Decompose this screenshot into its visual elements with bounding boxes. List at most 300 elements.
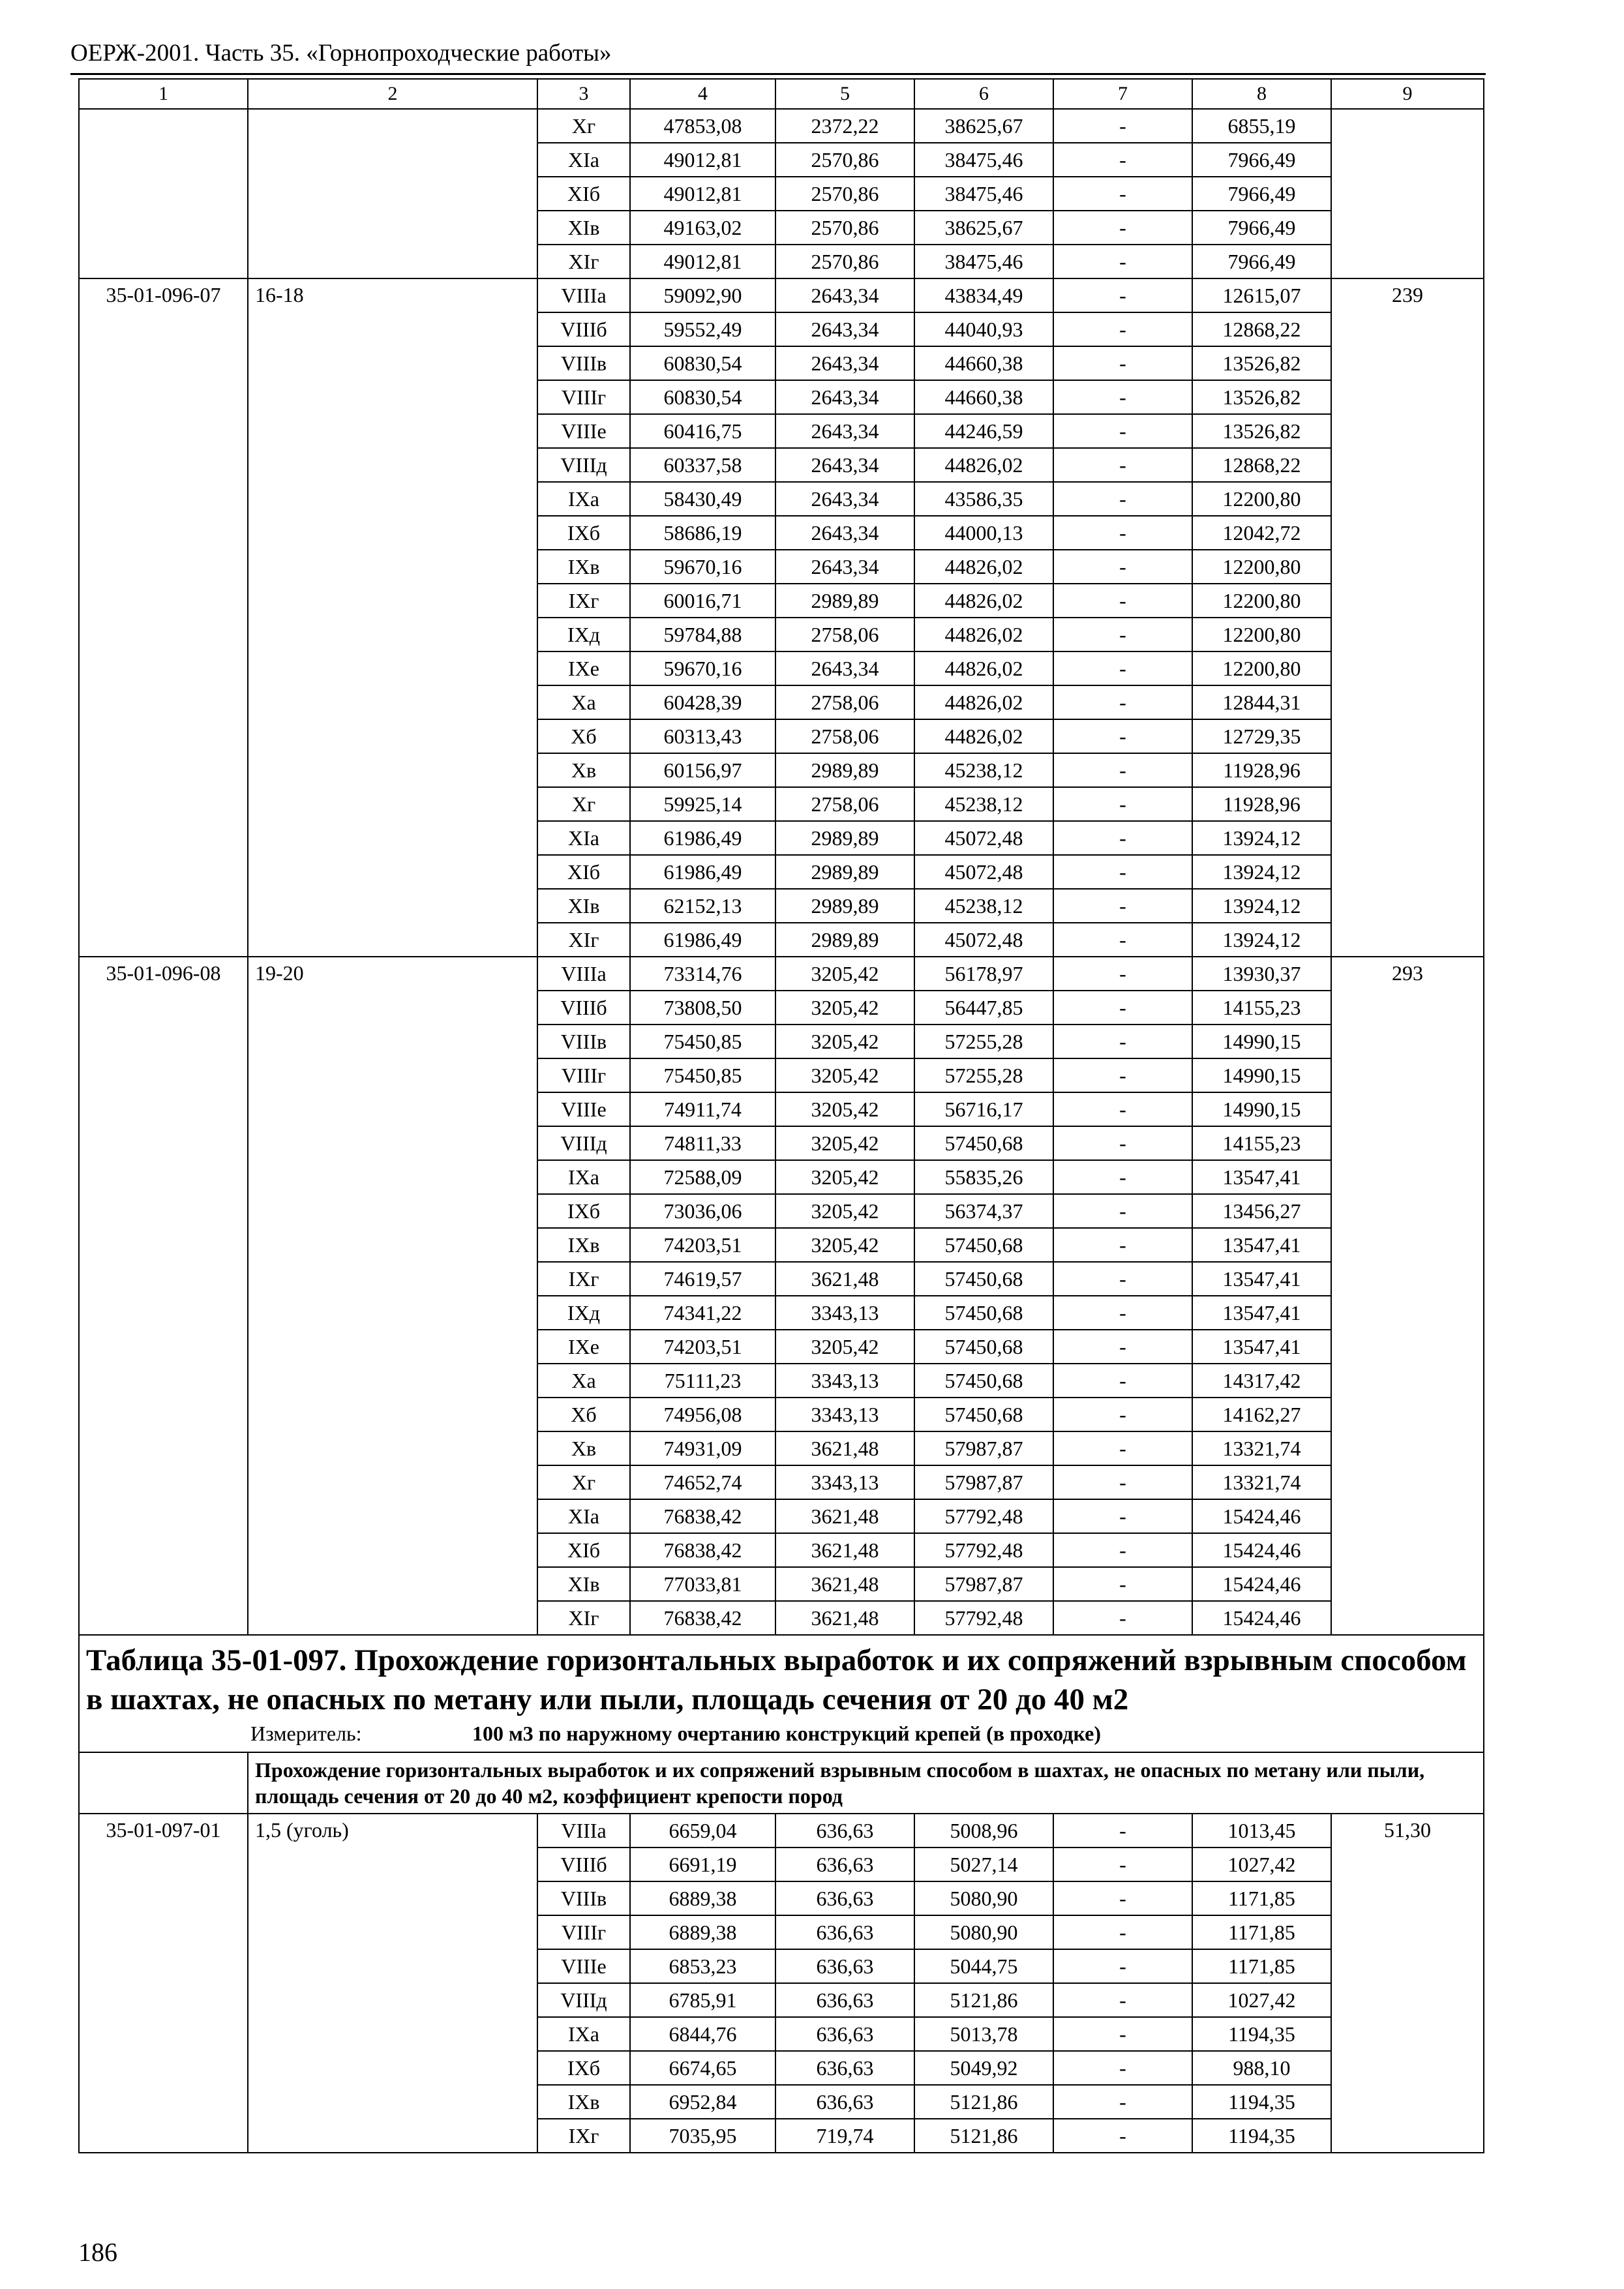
rock-category-cell: ХIг — [537, 923, 630, 957]
machine-cost-cell: 45238,12 — [914, 889, 1053, 923]
machine-cost-cell: 45238,12 — [914, 753, 1053, 787]
machine-cost-cell: 44826,02 — [914, 719, 1053, 753]
total-cost-cell: 59925,14 — [630, 787, 775, 821]
wage-cell: 3205,42 — [775, 1330, 914, 1364]
driver-wage-cell: - — [1053, 1126, 1192, 1160]
machine-cost-cell: 57450,68 — [914, 1126, 1053, 1160]
driver-wage-cell: - — [1053, 1160, 1192, 1194]
materials-cost-cell: 1194,35 — [1192, 2017, 1331, 2051]
driver-wage-cell: - — [1053, 1848, 1192, 1881]
materials-cost-cell: 7966,49 — [1192, 177, 1331, 211]
materials-cost-cell: 13547,41 — [1192, 1160, 1331, 1194]
driver-wage-cell: - — [1053, 2051, 1192, 2085]
materials-cost-cell: 14317,42 — [1192, 1364, 1331, 1398]
total-cost-cell: 72588,09 — [630, 1160, 775, 1194]
driver-wage-cell: - — [1053, 1058, 1192, 1092]
rock-category-cell: ХIа — [537, 143, 630, 177]
wage-cell: 3205,42 — [775, 1025, 914, 1058]
driver-wage-cell: - — [1053, 414, 1192, 448]
machine-cost-cell: 57792,48 — [914, 1533, 1053, 1567]
column-number: 2 — [248, 79, 537, 109]
machine-cost-cell: 57450,68 — [914, 1364, 1053, 1398]
rock-category-cell: VIIIб — [537, 991, 630, 1025]
labor-cell — [1331, 109, 1484, 278]
machine-cost-cell: 57987,87 — [914, 1465, 1053, 1499]
materials-cost-cell: 13547,41 — [1192, 1296, 1331, 1330]
driver-wage-cell: - — [1053, 143, 1192, 177]
rock-category-cell: IХг — [537, 584, 630, 618]
labor-cell: 239 — [1331, 278, 1484, 957]
rock-category-cell: VIIIг — [537, 380, 630, 414]
machine-cost-cell: 5080,90 — [914, 1881, 1053, 1915]
driver-wage-cell: - — [1053, 245, 1192, 278]
materials-cost-cell: 13321,74 — [1192, 1431, 1331, 1465]
driver-wage-cell: - — [1053, 855, 1192, 889]
driver-wage-cell: - — [1053, 109, 1192, 143]
materials-cost-cell: 988,10 — [1192, 2051, 1331, 2085]
materials-cost-cell: 1027,42 — [1192, 1983, 1331, 2017]
materials-cost-cell: 13924,12 — [1192, 889, 1331, 923]
total-cost-cell: 6853,23 — [630, 1949, 775, 1983]
total-cost-cell: 74341,22 — [630, 1296, 775, 1330]
materials-cost-cell: 13924,12 — [1192, 923, 1331, 957]
total-cost-cell: 6785,91 — [630, 1983, 775, 2017]
driver-wage-cell: - — [1053, 651, 1192, 685]
machine-cost-cell: 57450,68 — [914, 1398, 1053, 1431]
materials-cost-cell: 14990,15 — [1192, 1058, 1331, 1092]
driver-wage-cell: - — [1053, 482, 1192, 516]
hardness-cell: 16-18 — [248, 278, 537, 957]
wage-cell: 3621,48 — [775, 1601, 914, 1635]
machine-cost-cell: 43834,49 — [914, 278, 1053, 312]
wage-cell: 2372,22 — [775, 109, 914, 143]
code-cell: 35-01-096-07 — [79, 278, 248, 957]
materials-cost-cell: 12844,31 — [1192, 685, 1331, 719]
driver-wage-cell: - — [1053, 1262, 1192, 1296]
wage-cell: 2570,86 — [775, 245, 914, 278]
driver-wage-cell: - — [1053, 550, 1192, 584]
materials-cost-cell: 1027,42 — [1192, 1848, 1331, 1881]
machine-cost-cell: 5121,86 — [914, 1983, 1053, 2017]
machine-cost-cell: 5121,86 — [914, 2085, 1053, 2119]
rock-category-cell: VIIIв — [537, 1881, 630, 1915]
materials-cost-cell: 6855,19 — [1192, 109, 1331, 143]
total-cost-cell: 74811,33 — [630, 1126, 775, 1160]
column-number-row — [79, 79, 1484, 109]
column-number: 4 — [630, 79, 775, 109]
total-cost-cell: 58430,49 — [630, 482, 775, 516]
price-table — [78, 78, 1484, 2153]
materials-cost-cell: 13547,41 — [1192, 1330, 1331, 1364]
rock-category-cell: IХе — [537, 651, 630, 685]
materials-cost-cell: 15424,46 — [1192, 1601, 1331, 1635]
machine-cost-cell: 5013,78 — [914, 2017, 1053, 2051]
materials-cost-cell: 13930,37 — [1192, 957, 1331, 991]
total-cost-cell: 73808,50 — [630, 991, 775, 1025]
page-header: ОЕРЖ-2001. Часть 35. «Горнопроходческие работы» — [70, 38, 1486, 75]
description-spacer — [79, 1752, 248, 1814]
materials-cost-cell: 14155,23 — [1192, 991, 1331, 1025]
total-cost-cell: 76838,42 — [630, 1499, 775, 1533]
rock-category-cell: VIIIе — [537, 414, 630, 448]
rock-category-cell: IХд — [537, 618, 630, 651]
materials-cost-cell: 7966,49 — [1192, 245, 1331, 278]
rock-category-cell: Хв — [537, 753, 630, 787]
driver-wage-cell: - — [1053, 584, 1192, 618]
wage-cell: 719,74 — [775, 2119, 914, 2153]
total-cost-cell: 75111,23 — [630, 1364, 775, 1398]
column-number: 5 — [775, 79, 914, 109]
wage-cell: 2643,34 — [775, 278, 914, 312]
total-cost-cell: 59670,16 — [630, 550, 775, 584]
materials-cost-cell: 1194,35 — [1192, 2085, 1331, 2119]
machine-cost-cell: 5049,92 — [914, 2051, 1053, 2085]
total-cost-cell: 49012,81 — [630, 177, 775, 211]
driver-wage-cell: - — [1053, 1330, 1192, 1364]
rock-category-cell: VIIIг — [537, 1058, 630, 1092]
wage-cell: 2643,34 — [775, 651, 914, 685]
wage-cell: 2758,06 — [775, 719, 914, 753]
machine-cost-cell: 45072,48 — [914, 923, 1053, 957]
wage-cell: 2570,86 — [775, 211, 914, 245]
driver-wage-cell: - — [1053, 2119, 1192, 2153]
rock-category-cell: ХIв — [537, 889, 630, 923]
materials-cost-cell: 12200,80 — [1192, 550, 1331, 584]
code-cell — [79, 109, 248, 278]
materials-cost-cell: 14990,15 — [1192, 1025, 1331, 1058]
driver-wage-cell: - — [1053, 448, 1192, 482]
materials-cost-cell: 15424,46 — [1192, 1533, 1331, 1567]
wage-cell: 3205,42 — [775, 1228, 914, 1262]
driver-wage-cell: - — [1053, 312, 1192, 346]
rock-category-cell: Хг — [537, 1465, 630, 1499]
machine-cost-cell: 45072,48 — [914, 855, 1053, 889]
total-cost-cell: 59784,88 — [630, 618, 775, 651]
driver-wage-cell: - — [1053, 1533, 1192, 1567]
materials-cost-cell: 7966,49 — [1192, 143, 1331, 177]
materials-cost-cell: 13924,12 — [1192, 855, 1331, 889]
wage-cell: 3205,42 — [775, 1058, 914, 1092]
wage-cell: 2643,34 — [775, 414, 914, 448]
materials-cost-cell: 1171,85 — [1192, 1949, 1331, 1983]
machine-cost-cell: 57987,87 — [914, 1431, 1053, 1465]
materials-cost-cell: 14990,15 — [1192, 1092, 1331, 1126]
total-cost-cell: 6952,84 — [630, 2085, 775, 2119]
driver-wage-cell: - — [1053, 1983, 1192, 2017]
machine-cost-cell: 44660,38 — [914, 346, 1053, 380]
machine-cost-cell: 57450,68 — [914, 1296, 1053, 1330]
driver-wage-cell: - — [1053, 719, 1192, 753]
machine-cost-cell: 45238,12 — [914, 787, 1053, 821]
column-number: 1 — [79, 79, 248, 109]
machine-cost-cell: 55835,26 — [914, 1160, 1053, 1194]
total-cost-cell: 49012,81 — [630, 143, 775, 177]
rock-category-cell: IХа — [537, 1160, 630, 1194]
driver-wage-cell: - — [1053, 991, 1192, 1025]
machine-cost-cell: 44040,93 — [914, 312, 1053, 346]
total-cost-cell: 6889,38 — [630, 1915, 775, 1949]
table-row — [79, 957, 1484, 991]
total-cost-cell: 49012,81 — [630, 245, 775, 278]
rock-category-cell: VIIIд — [537, 1126, 630, 1160]
driver-wage-cell: - — [1053, 1228, 1192, 1262]
machine-cost-cell: 57792,48 — [914, 1601, 1053, 1635]
rock-category-cell: Хб — [537, 1398, 630, 1431]
rock-category-cell: IХб — [537, 1194, 630, 1228]
machine-cost-cell: 5080,90 — [914, 1915, 1053, 1949]
column-number: 3 — [537, 79, 630, 109]
machine-cost-cell: 44826,02 — [914, 651, 1053, 685]
rock-category-cell: ХIв — [537, 1567, 630, 1601]
machine-cost-cell: 57792,48 — [914, 1499, 1053, 1533]
rock-category-cell: VIIIа — [537, 278, 630, 312]
machine-cost-cell: 57450,68 — [914, 1228, 1053, 1262]
total-cost-cell: 75450,85 — [630, 1058, 775, 1092]
rock-category-cell: Хв — [537, 1431, 630, 1465]
rock-category-cell: IХд — [537, 1296, 630, 1330]
rock-category-cell: IХг — [537, 2119, 630, 2153]
wage-cell: 2643,34 — [775, 516, 914, 550]
materials-cost-cell: 7966,49 — [1192, 211, 1331, 245]
total-cost-cell: 75450,85 — [630, 1025, 775, 1058]
rock-category-cell: IХб — [537, 516, 630, 550]
total-cost-cell: 6659,04 — [630, 1814, 775, 1848]
wage-cell: 3621,48 — [775, 1499, 914, 1533]
rock-category-cell: VIIIа — [537, 957, 630, 991]
materials-cost-cell: 11928,96 — [1192, 787, 1331, 821]
total-cost-cell: 6674,65 — [630, 2051, 775, 2085]
wage-cell: 3205,42 — [775, 991, 914, 1025]
total-cost-cell: 73314,76 — [630, 957, 775, 991]
wage-cell: 2643,34 — [775, 550, 914, 584]
hardness-cell — [248, 109, 537, 278]
materials-cost-cell: 12615,07 — [1192, 278, 1331, 312]
measure-label: Измеритель: — [250, 1722, 362, 1745]
total-cost-cell: 60313,43 — [630, 719, 775, 753]
materials-cost-cell: 12200,80 — [1192, 584, 1331, 618]
materials-cost-cell: 15424,46 — [1192, 1499, 1331, 1533]
rock-category-cell: VIIIг — [537, 1915, 630, 1949]
total-cost-cell: 74203,51 — [630, 1228, 775, 1262]
total-cost-cell: 62152,13 — [630, 889, 775, 923]
rock-category-cell: ХIб — [537, 1533, 630, 1567]
measure-row — [86, 1720, 1477, 1746]
driver-wage-cell: - — [1053, 889, 1192, 923]
materials-cost-cell: 1013,45 — [1192, 1814, 1331, 1848]
total-cost-cell: 74203,51 — [630, 1330, 775, 1364]
materials-cost-cell: 13547,41 — [1192, 1262, 1331, 1296]
driver-wage-cell: - — [1053, 1398, 1192, 1431]
rock-category-cell: VIIIа — [537, 1814, 630, 1848]
table-row — [79, 1814, 1484, 1848]
machine-cost-cell: 44826,02 — [914, 584, 1053, 618]
wage-cell: 2643,34 — [775, 312, 914, 346]
total-cost-cell: 60428,39 — [630, 685, 775, 719]
rock-category-cell: VIIIб — [537, 1848, 630, 1881]
driver-wage-cell: - — [1053, 957, 1192, 991]
materials-cost-cell: 12200,80 — [1192, 618, 1331, 651]
wage-cell: 3621,48 — [775, 1567, 914, 1601]
wage-cell: 3343,13 — [775, 1465, 914, 1499]
rock-category-cell: IХа — [537, 482, 630, 516]
table-title: Таблица 35-01-097. Прохождение горизонтальных выработок и их сопряжений взрывным способом в шахтах, не опасных по метану или пыли, площадь сечения от 20 до 40 м2 — [86, 1643, 1467, 1716]
machine-cost-cell: 44246,59 — [914, 414, 1053, 448]
driver-wage-cell: - — [1053, 787, 1192, 821]
table-row — [79, 109, 1484, 143]
wage-cell: 2989,89 — [775, 923, 914, 957]
materials-cost-cell: 12868,22 — [1192, 448, 1331, 482]
wage-cell: 2643,34 — [775, 482, 914, 516]
driver-wage-cell: - — [1053, 177, 1192, 211]
rock-category-cell: ХIа — [537, 821, 630, 855]
rock-category-cell: VIIIв — [537, 346, 630, 380]
total-cost-cell: 61986,49 — [630, 855, 775, 889]
driver-wage-cell: - — [1053, 618, 1192, 651]
description-row — [79, 1752, 1484, 1814]
machine-cost-cell: 57255,28 — [914, 1058, 1053, 1092]
driver-wage-cell: - — [1053, 923, 1192, 957]
machine-cost-cell: 44826,02 — [914, 550, 1053, 584]
wage-cell: 3205,42 — [775, 1160, 914, 1194]
materials-cost-cell: 12200,80 — [1192, 482, 1331, 516]
measure-value: 100 м3 по наружному очертанию конструкций крепей (в проходке) — [472, 1722, 1102, 1745]
wage-cell: 2989,89 — [775, 753, 914, 787]
materials-cost-cell: 11928,96 — [1192, 753, 1331, 787]
rock-category-cell: IХв — [537, 2085, 630, 2119]
machine-cost-cell: 57450,68 — [914, 1262, 1053, 1296]
total-cost-cell: 47853,08 — [630, 109, 775, 143]
wage-cell: 2758,06 — [775, 685, 914, 719]
materials-cost-cell: 12868,22 — [1192, 312, 1331, 346]
driver-wage-cell: - — [1053, 516, 1192, 550]
machine-cost-cell: 38625,67 — [914, 109, 1053, 143]
materials-cost-cell: 13924,12 — [1192, 821, 1331, 855]
machine-cost-cell: 43586,35 — [914, 482, 1053, 516]
wage-cell: 636,63 — [775, 2051, 914, 2085]
materials-cost-cell: 13547,41 — [1192, 1228, 1331, 1262]
rock-category-cell: VIIIе — [537, 1092, 630, 1126]
driver-wage-cell: - — [1053, 380, 1192, 414]
wage-cell: 2643,34 — [775, 380, 914, 414]
rock-category-cell: VIIIб — [537, 312, 630, 346]
total-cost-cell: 59552,49 — [630, 312, 775, 346]
machine-cost-cell: 44826,02 — [914, 685, 1053, 719]
driver-wage-cell: - — [1053, 1465, 1192, 1499]
driver-wage-cell: - — [1053, 1364, 1192, 1398]
rock-category-cell: Хг — [537, 109, 630, 143]
wage-cell: 2643,34 — [775, 448, 914, 482]
rock-category-cell: ХIг — [537, 1601, 630, 1635]
driver-wage-cell: - — [1053, 2085, 1192, 2119]
total-cost-cell: 77033,81 — [630, 1567, 775, 1601]
machine-cost-cell: 44826,02 — [914, 618, 1053, 651]
column-number: 6 — [914, 79, 1053, 109]
wage-cell: 3205,42 — [775, 957, 914, 991]
driver-wage-cell: - — [1053, 2017, 1192, 2051]
table-title-row — [79, 1635, 1484, 1752]
wage-cell: 636,63 — [775, 1814, 914, 1848]
wage-cell: 636,63 — [775, 1881, 914, 1915]
machine-cost-cell: 38475,46 — [914, 177, 1053, 211]
wage-cell: 2758,06 — [775, 787, 914, 821]
driver-wage-cell: - — [1053, 1025, 1192, 1058]
driver-wage-cell: - — [1053, 1092, 1192, 1126]
machine-cost-cell: 56374,37 — [914, 1194, 1053, 1228]
column-number: 7 — [1053, 79, 1192, 109]
materials-cost-cell: 1171,85 — [1192, 1881, 1331, 1915]
total-cost-cell: 60830,54 — [630, 380, 775, 414]
wage-cell: 2989,89 — [775, 584, 914, 618]
total-cost-cell: 74956,08 — [630, 1398, 775, 1431]
machine-cost-cell: 57987,87 — [914, 1567, 1053, 1601]
driver-wage-cell: - — [1053, 821, 1192, 855]
total-cost-cell: 60156,97 — [630, 753, 775, 787]
wage-cell: 636,63 — [775, 1848, 914, 1881]
rock-category-cell: Хб — [537, 719, 630, 753]
wage-cell: 2989,89 — [775, 889, 914, 923]
machine-cost-cell: 56716,17 — [914, 1092, 1053, 1126]
wage-cell: 3621,48 — [775, 1533, 914, 1567]
total-cost-cell: 6889,38 — [630, 1881, 775, 1915]
driver-wage-cell: - — [1053, 1194, 1192, 1228]
total-cost-cell: 60830,54 — [630, 346, 775, 380]
wage-cell: 3343,13 — [775, 1296, 914, 1330]
wage-cell: 3205,42 — [775, 1194, 914, 1228]
driver-wage-cell: - — [1053, 1601, 1192, 1635]
rock-category-cell: IХб — [537, 2051, 630, 2085]
rock-category-cell: IХе — [537, 1330, 630, 1364]
wage-cell: 3205,42 — [775, 1126, 914, 1160]
total-cost-cell: 59670,16 — [630, 651, 775, 685]
driver-wage-cell: - — [1053, 1431, 1192, 1465]
rock-category-cell: ХIг — [537, 245, 630, 278]
machine-cost-cell: 45072,48 — [914, 821, 1053, 855]
total-cost-cell: 7035,95 — [630, 2119, 775, 2153]
total-cost-cell: 74911,74 — [630, 1092, 775, 1126]
materials-cost-cell: 15424,46 — [1192, 1567, 1331, 1601]
column-number: 9 — [1331, 79, 1484, 109]
wage-cell: 2643,34 — [775, 346, 914, 380]
total-cost-cell: 6691,19 — [630, 1848, 775, 1881]
total-cost-cell: 73036,06 — [630, 1194, 775, 1228]
driver-wage-cell: - — [1053, 1814, 1192, 1848]
machine-cost-cell: 57255,28 — [914, 1025, 1053, 1058]
hardness-cell: 1,5 (уголь) — [248, 1814, 537, 2153]
total-cost-cell: 60416,75 — [630, 414, 775, 448]
materials-cost-cell: 12042,72 — [1192, 516, 1331, 550]
page-number: 186 — [78, 2237, 117, 2267]
wage-cell: 636,63 — [775, 2085, 914, 2119]
wage-cell: 636,63 — [775, 1983, 914, 2017]
rock-category-cell: VIIIе — [537, 1949, 630, 1983]
machine-cost-cell: 5044,75 — [914, 1949, 1053, 1983]
materials-cost-cell: 1171,85 — [1192, 1915, 1331, 1949]
driver-wage-cell: - — [1053, 1881, 1192, 1915]
wage-cell: 636,63 — [775, 1949, 914, 1983]
driver-wage-cell: - — [1053, 753, 1192, 787]
wage-cell: 3343,13 — [775, 1398, 914, 1431]
rock-category-cell: IХа — [537, 2017, 630, 2051]
wage-cell: 2989,89 — [775, 821, 914, 855]
materials-cost-cell: 13526,82 — [1192, 380, 1331, 414]
machine-cost-cell: 56178,97 — [914, 957, 1053, 991]
column-number: 8 — [1192, 79, 1331, 109]
total-cost-cell: 61986,49 — [630, 821, 775, 855]
machine-cost-cell: 44826,02 — [914, 448, 1053, 482]
wage-cell: 3343,13 — [775, 1364, 914, 1398]
rock-category-cell: IХв — [537, 1228, 630, 1262]
total-cost-cell: 74619,57 — [630, 1262, 775, 1296]
